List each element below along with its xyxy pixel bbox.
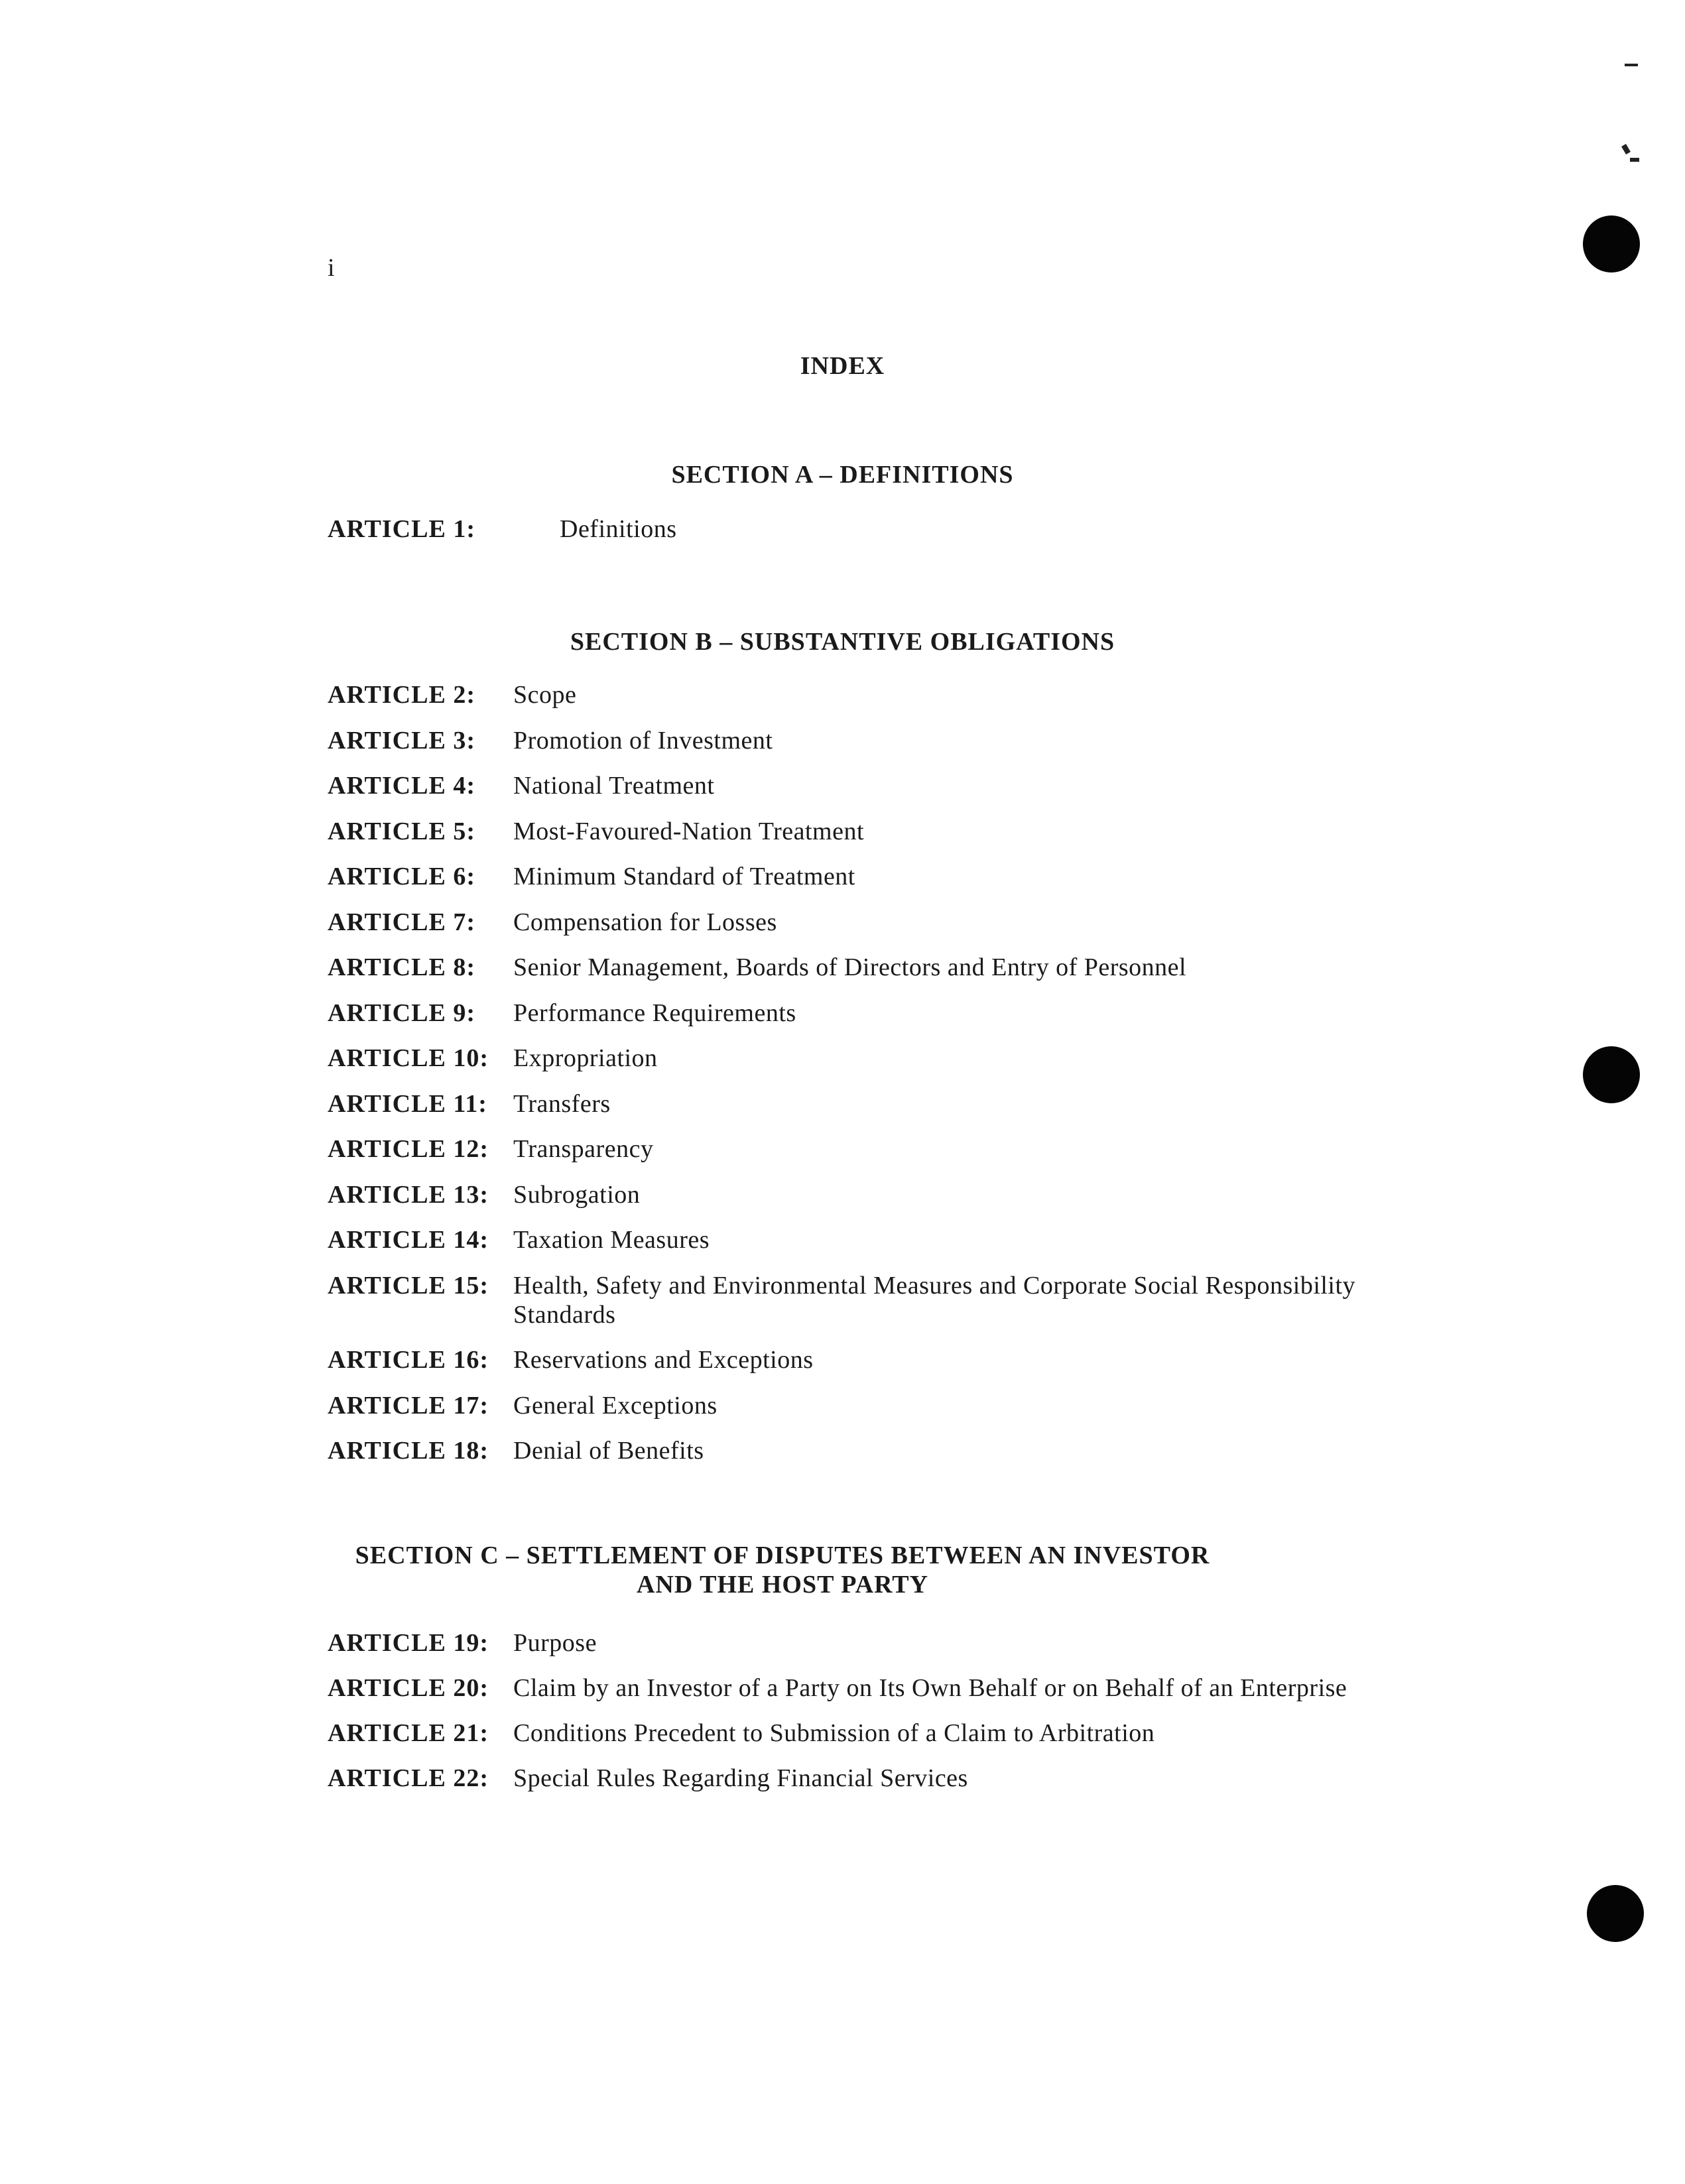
article-label: ARTICLE 6:	[328, 863, 475, 890]
article-title: Compensation for Losses	[513, 908, 777, 936]
article-label: ARTICLE 16:	[328, 1346, 489, 1374]
article-label: ARTICLE 1:	[328, 515, 475, 543]
section-b-heading: SECTION B – SUBSTANTIVE OBLIGATIONS	[570, 628, 1115, 656]
article-label: ARTICLE 10:	[328, 1044, 489, 1072]
index-title: INDEX	[800, 352, 885, 380]
article-label: ARTICLE 15:	[328, 1271, 489, 1300]
article-title: Special Rules Regarding Financial Services	[513, 1764, 968, 1792]
article-label: ARTICLE 19:	[328, 1629, 489, 1657]
punch-hole-top	[1583, 215, 1640, 273]
section-c-heading	[325, 1541, 1240, 1599]
article-title: Definitions	[560, 515, 677, 543]
article-title: Reservations and Exceptions	[513, 1346, 814, 1374]
article-title: Purpose	[513, 1629, 597, 1657]
article-title: Minimum Standard of Treatment	[513, 863, 855, 890]
article-label: ARTICLE 22:	[328, 1764, 489, 1792]
article-title: Taxation Measures	[513, 1226, 710, 1254]
article-title: Denial of Benefits	[513, 1437, 704, 1465]
article-title: Expropriation	[513, 1044, 658, 1072]
article-label: ARTICLE 20:	[328, 1674, 489, 1702]
section-c-heading-line-1: SECTION C – SETTLEMENT OF DISPUTES BETWEEN AN INVESTOR	[355, 1542, 1210, 1569]
article-label: ARTICLE 12:	[328, 1135, 489, 1163]
punch-hole-bottom	[1587, 1885, 1644, 1942]
article-title: Transparency	[513, 1135, 654, 1163]
article-title: Health, Safety and Environmental Measures and Corporate Social Responsibility Standards	[513, 1271, 1356, 1329]
article-title: Senior Management, Boards of Directors and Entry of Personnel	[513, 953, 1187, 981]
page-number: i	[328, 254, 335, 282]
article-title: Scope	[513, 681, 577, 709]
article-label: ARTICLE 7:	[328, 908, 475, 936]
article-label: ARTICLE 13:	[328, 1180, 489, 1209]
article-title: Most-Favoured-Nation Treatment	[513, 817, 865, 845]
article-label: ARTICLE 5:	[328, 817, 475, 845]
article-label: ARTICLE 14:	[328, 1226, 489, 1254]
article-label: ARTICLE 9:	[328, 999, 475, 1027]
article-title: Claim by an Investor of a Party on Its Own Behalf or on Behalf of an Enterprise	[513, 1674, 1347, 1702]
article-title: National Treatment	[513, 772, 715, 800]
article-title: Conditions Precedent to Submission of a Claim to Arbitration	[513, 1719, 1155, 1747]
article-title: Promotion of Investment	[513, 726, 773, 755]
section-a-heading: SECTION A – DEFINITIONS	[671, 461, 1014, 489]
article-label: ARTICLE 17:	[328, 1391, 489, 1420]
article-title: Performance Requirements	[513, 999, 796, 1027]
scan-speck	[1630, 158, 1639, 162]
article-title: Transfers	[513, 1089, 611, 1118]
article-label: ARTICLE 18:	[328, 1437, 489, 1465]
article-label: ARTICLE 11:	[328, 1089, 487, 1118]
scan-speck	[1625, 64, 1638, 66]
article-label: ARTICLE 2:	[328, 681, 475, 709]
article-label: ARTICLE 4:	[328, 772, 475, 800]
punch-hole-middle	[1583, 1046, 1640, 1103]
article-label: ARTICLE 8:	[328, 953, 475, 981]
article-label: ARTICLE 3:	[328, 726, 475, 755]
scan-speck	[1621, 144, 1631, 154]
article-title: Subrogation	[513, 1180, 641, 1209]
section-c-heading-line-2: AND THE HOST PARTY	[636, 1571, 929, 1599]
article-title: General Exceptions	[513, 1391, 718, 1420]
article-label: ARTICLE 21:	[328, 1719, 489, 1747]
